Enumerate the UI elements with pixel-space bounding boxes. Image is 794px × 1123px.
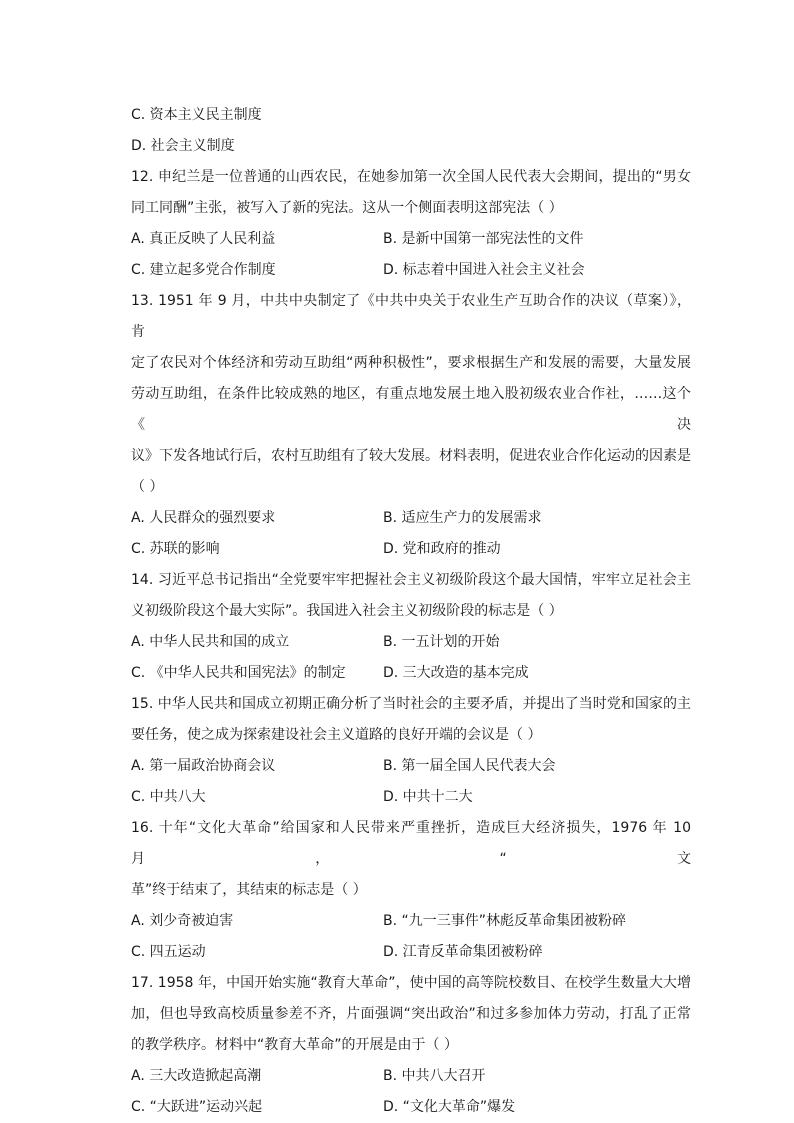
option-row: [131, 782, 691, 813]
option-d: D. 中共十二大: [383, 789, 473, 805]
question-text: 议》下发各地试行后，农村互助组有了较大发展。材料表明，促进农业合作化运动的因素是: [131, 448, 691, 464]
option-a: A. 刘少奇被迫害: [131, 913, 234, 929]
question-text: 15. 中华人民共和国成立初期正确分析了当时社会的主要矛盾，并提出了当时党和国家的主: [131, 696, 691, 712]
option-row: [131, 503, 691, 534]
question-17: [131, 968, 691, 1123]
option-row: [131, 627, 691, 658]
option-b: B. 一五计划的开始: [383, 634, 500, 650]
option-c: C. 建立起多党合作制度: [131, 262, 276, 278]
option-row: [131, 937, 691, 968]
option-a: A. 中华人民共和国的成立: [131, 634, 290, 650]
question-16: [131, 813, 691, 968]
question-text: 加，但也导致高校质量参差不齐，片面强调“突出政治”和过多参加体力劳动，打乱了正常: [131, 1006, 691, 1022]
option-row: [131, 906, 691, 937]
option-line: D. 社会主义制度: [131, 138, 235, 154]
option-line: C. 资本主义民主制度: [131, 107, 262, 123]
question-text: 16. 十年“文化大革命”给国家和人民带来严重挫折，造成巨大经济损失，1976 年 10 月，“文: [131, 820, 691, 867]
option-a: A. 三大改造掀起高潮: [131, 1068, 262, 1084]
option-c: C. 苏联的影响: [131, 541, 220, 557]
option-row: [131, 534, 691, 565]
question-text: 13. 1951 年 9 月，中共中央制定了《中共中央关于农业生产互助合作的决议（草案）》，肯: [131, 293, 691, 340]
option-b: B. 第一届全国人民代表大会: [383, 758, 556, 774]
page-content: [131, 100, 691, 1123]
option-d: D. 标志着中国进入社会主义社会: [383, 262, 585, 278]
option-d: D. 党和政府的推动: [383, 541, 501, 557]
question-text: 要任务，使之成为探索建设社会主义道路的良好开端的会议是（ ）: [131, 727, 542, 743]
option-row: [131, 255, 691, 286]
option-row: [131, 751, 691, 782]
option-d: D. “文化大革命”爆发: [383, 1099, 516, 1115]
question-text: （ ）: [131, 479, 164, 495]
question-15: [131, 689, 691, 813]
question-text: 17. 1958 年，中国开始实施“教育大革命”，使中国的高等院校数目、在校学生数量大大增: [131, 975, 691, 991]
option-row: [131, 1092, 691, 1123]
option-a: A. 真正反映了人民利益: [131, 231, 276, 247]
option-row: [131, 224, 691, 255]
option-c: C. 四五运动: [131, 944, 206, 960]
question-text: 的教学秩序。材料中“教育大革命”的开展是由于（ ）: [131, 1037, 458, 1053]
question-text: 14. 习近平总书记指出“全党要牢牢把握社会主义初级阶段这个最大国情，牢牢立足社会主: [131, 572, 691, 588]
question-text: 定了农民对个体经济和劳动互助组“两种积极性”，要求根据生产和发展的需要，大量发展: [131, 355, 691, 371]
option-b: B. 是新中国第一部宪法性的文件: [383, 231, 584, 247]
question-14: [131, 565, 691, 689]
option-c: C. “大跃进”运动兴起: [131, 1099, 263, 1115]
option-a: A. 第一届政治协商会议: [131, 758, 276, 774]
option-b: B. 中共八大召开: [383, 1068, 486, 1084]
option-b: B. “九一三事件”林彪反革命集团被粉碎: [383, 913, 627, 929]
option-d: D. 三大改造的基本完成: [383, 665, 529, 681]
option-row: [131, 658, 691, 689]
option-c: C. 中共八大: [131, 789, 206, 805]
question-text: 同工同酬”主张，被写入了新的宪法。这从一个侧面表明这部宪法（ ）: [131, 200, 563, 216]
option-b: B. 适应生产力的发展需求: [383, 510, 542, 526]
option-a: A. 人民群众的强烈要求: [131, 510, 276, 526]
option-c: C. 《中华人民共和国宪法》的制定: [131, 665, 346, 681]
option-d: D. 江青反革命集团被粉碎: [383, 944, 543, 960]
question-13: [131, 286, 691, 565]
question-text: 革”终于结束了，其结束的标志是（ ）: [131, 882, 367, 898]
question-text: 12. 申纪兰是一位普通的山西农民，在她参加第一次全国人民代表大会期间，提出的“男女: [131, 169, 691, 185]
option-row: [131, 1061, 691, 1092]
question-12: [131, 162, 691, 286]
question-text: 义初级阶段这个最大实际”。我国进入社会主义初级阶段的标志是（ ）: [131, 603, 563, 619]
question-text: 劳动互助组，在条件比较成熟的地区，有重点地发展土地入股初级农业合作社，……这个《决: [131, 386, 691, 433]
